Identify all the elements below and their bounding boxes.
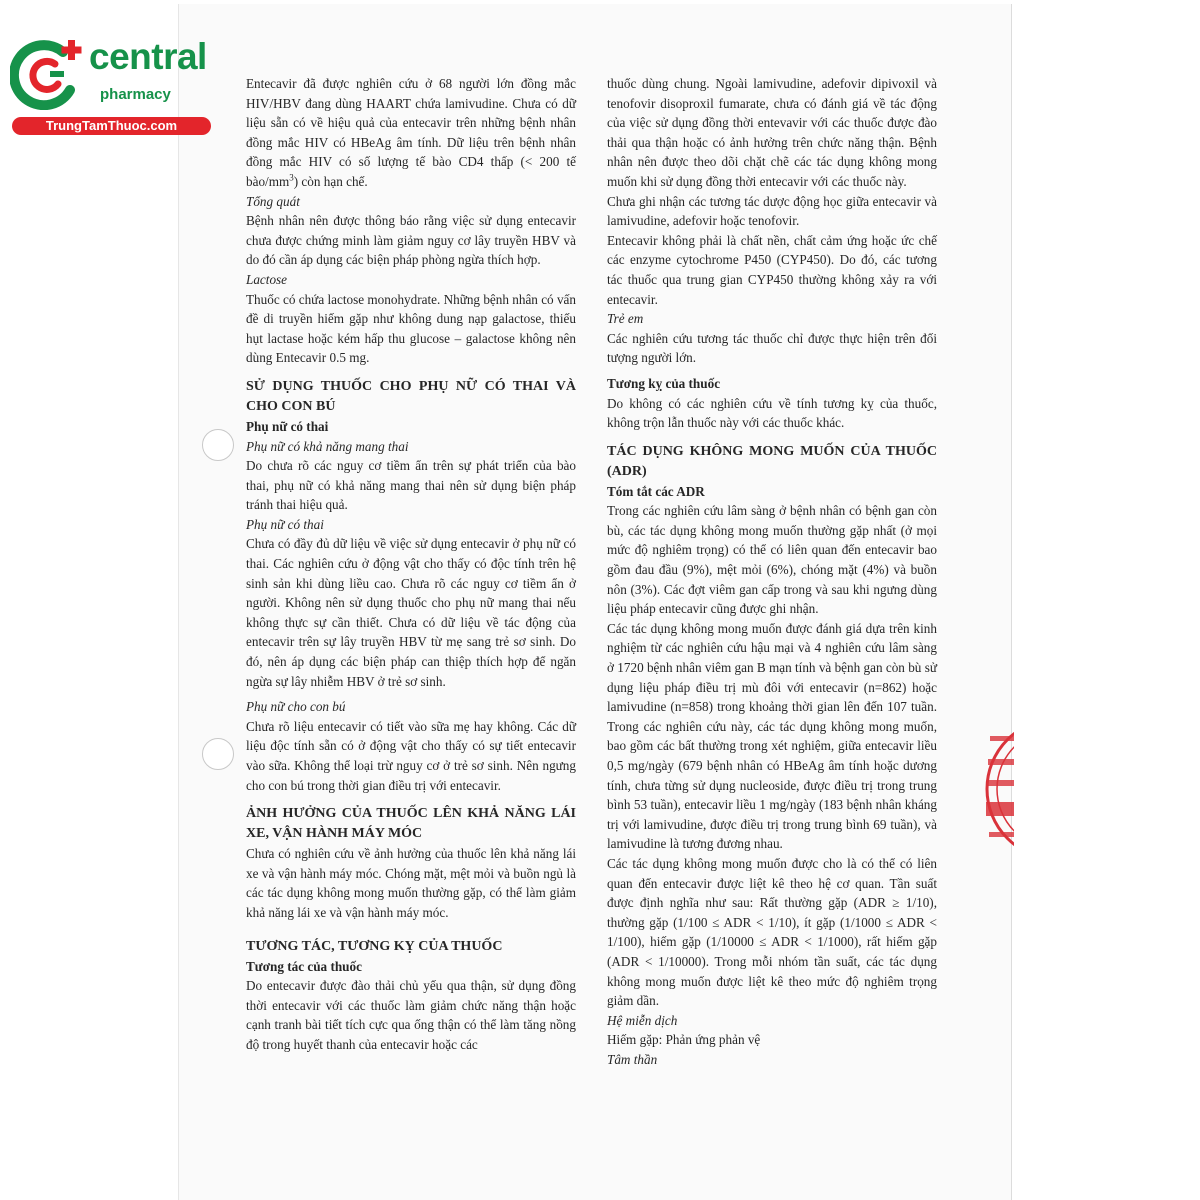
paragraph-interactions: Do entecavir được đào thải chủ yếu qua thận, sử dụng đồng thời entecavir với các thuốc làm giảm chức năng thận hoặc cạnh tranh bài tiết tích cực qua ống thận có thể làm tăng nồng độ trong huyết thanh của entecavir hoặc các <box>246 978 576 1052</box>
heading-pregnancy: SỬ DỤNG THUỐC CHO PHỤ NỮ CÓ THAI VÀ CHO CON BÚ <box>246 378 576 414</box>
subheading-adr-summary: Tóm tắt các ADR <box>607 483 705 499</box>
heading-interactions: TƯƠNG TÁC, TƯƠNG KỴ CỦA THUỐC <box>246 938 503 954</box>
left-column <box>246 74 576 1055</box>
subheading-pregnant-women: Phụ nữ có thai <box>246 418 329 434</box>
paragraph-children: Các nghiên cứu tương tác thuốc chỉ được thực hiện trên đối tượng người lớn. <box>607 330 937 366</box>
subsection-general: Tổng quát <box>246 193 300 209</box>
paragraph-cyp450: Entecavir không phải là chất nền, chất cảm ứng hoặc ức chế các enzyme cytochrome P450 (CYP450). Do đó, các tương tác thuốc qua trung gian CYP450 thường không xảy ra với entecavir. <box>607 232 937 307</box>
paragraph-driving: Chưa có nghiên cứu về ảnh hưởng của thuốc lên khả năng lái xe và vận hành máy móc. Chóng mặt, mệt mỏi và buồn ngủ là các tác dụng không mong muốn thường gặp, có thể làm giảm khả năng lái xe và vận hành máy móc. <box>246 846 576 920</box>
subsection-pregnant: Phụ nữ có thai <box>246 516 324 532</box>
paragraph-fertile: Do chưa rõ các nguy cơ tiềm ẩn trên sự phát triển của bào thai, phụ nữ có khả năng mang thai nên sử dụng biện pháp tránh thai hiệu quả. <box>246 458 576 513</box>
pharmacy-logo-mark-icon <box>10 38 88 110</box>
red-stamp-icon <box>982 714 1014 864</box>
subsection-breastfeeding: Phụ nữ cho con bú <box>246 699 346 715</box>
subsection-fertile: Phụ nữ có khả năng mang thai <box>246 438 409 454</box>
paragraph-incompatibility: Do không có các nghiên cứu về tính tương kỵ của thuốc, không trộn lẫn thuốc này với các thuốc khác. <box>607 395 937 431</box>
subsection-immune: Hệ miễn dịch <box>607 1012 678 1028</box>
right-column <box>607 74 937 1070</box>
paragraph-immune: Hiếm gặp: Phản ứng phản vệ <box>607 1032 761 1048</box>
brand-name: central <box>89 36 207 77</box>
subheading-drug-interactions: Tương tác của thuốc <box>246 958 362 974</box>
paragraph-pharmacokinetic: Chưa ghi nhận các tương tác dược động học giữa entecavir và lamivudine, adefovir hoặc tenofovir. <box>607 193 937 229</box>
central-pharmacy-logo[interactable] <box>10 38 212 138</box>
heading-driving: ẢNH HƯỞNG CỦA THUỐC LÊN KHẢ NĂNG LÁI XE, VẬN HÀNH MÁY MÓC <box>246 806 576 842</box>
paragraph-hiv: Entecavir đã được nghiên cứu ở 68 người lớn đồng mắc HIV/HBV đang dùng HAART chứa lamivudine. Chưa có dữ liệu sẵn có về hiệu quả của entecavir trên những bệnh nhân đồng mắc HIV có HBeAg âm tính. Dữ liệu trên bệnh nhân đồng mắc HIV có số lượng tế bào CD4 thấp (< 200 tế bào/$mm^3$) còn hạn chế. <box>246 76 576 189</box>
subsection-psychiatric: Tâm thần <box>607 1051 658 1067</box>
paragraph-adr-3: Các tác dụng không mong muốn được cho là có thể có liên quan đến entecavir được liệt kê theo hệ cơ quan. Tần suất được định nghĩa như sau: Rất thường gặp (ADR ≥ 1/10), thường gặp (1/100 ≤ ADR < 1/10), ít gặp (1/1000 ≤ ADR < 1/100), hiếm gặp (1/10000 ≤ ADR < 1/1000), rất hiếm gặp (ADR < 1/10000). Trong mỗi nhóm tần suất, các tác dụng không mong muốn được liệt kê theo mức độ nghiêm trọng giảm dần. <box>607 855 937 1009</box>
paragraph-interactions-cont: thuốc dùng chung. Ngoài lamivudine, adefovir dipivoxil và tenofovir disoproxil fumarate, chưa có đánh giá về tác động của việc sử dụng đồng thời entevavir với các thuốc được đào thải qua thận hoặc có ảnh hưởng trên chức năng thận. Bệnh nhân nên được theo dõi chặt chẽ các tác dụng không mong muốn khi sử dụng đồng thời entecavir với các thuốc này. <box>607 76 937 189</box>
paragraph-adr-2: Các tác dụng không mong muốn được đánh giá dựa trên kinh nghiệm từ các nghiên cứu hậu mại và 4 nghiên cứu lâm sàng ở 1720 bệnh nhân viêm gan B mạn tính và bệnh gan còn bù sử dụng liệu pháp điều trị mù đôi với entecavir (n=862) hoặc lamivudine (n=858) trong khoảng thời gian lên đến 107 tuần. Trong các nghiên cứu này, các tác dụng không mong muốn, bao gồm các bất thường trong xét nghiệm, giữa entecavir liều 0,5 mg/ngày (679 bệnh nhân có HBeAg âm tính hoặc dương tính, chưa từng sử dụng nucleoside, được điều trị trong trung bình 53 tuần), entecavir liều 1 mg/ngày (183 bệnh nhân kháng trị với lamivudine, được điều trị trong trung bình 69 tuần), và lamivudine là tương đương nhau. <box>607 620 937 852</box>
paragraph-breastfeeding: Chưa rõ liệu entecavir có tiết vào sữa mẹ hay không. Các dữ liệu độc tính sẵn có ở động vật cho thấy có sự tiết entecavir vào sữa. Không thể loại trừ nguy cơ ở trẻ sơ sinh. Nên ngưng cho con bú trong thời gian điều trị với entecavir. <box>246 718 576 793</box>
subsection-lactose: Lactose <box>246 271 288 287</box>
brand-subtitle: pharmacy <box>100 86 171 103</box>
punch-hole-top <box>202 429 234 461</box>
heading-adverse-reactions: TÁC DỤNG KHÔNG MONG MUỐN CỦA THUỐC (ADR) <box>607 443 937 479</box>
subsection-children: Trẻ em <box>607 311 644 327</box>
paragraph-pregnant: Chưa có đầy đủ dữ liệu về việc sử dụng entecavir ở phụ nữ có thai. Các nghiên cứu ở động vật cho thấy có độc tính trên hệ sinh sản khi dùng liều cao. Chưa rõ các nguy cơ tiềm ẩn ở người. Không nên sử dụng thuốc cho phụ nữ mang thai nếu không thực sự cần thiết. Chưa có dữ liệu về tác động của entecavir trên sự lây truyền HBV từ mẹ sang trẻ sơ sinh. Do đó, nên áp dụng các biện pháp can thiệp thích hợp để ngăn ngừa sự lây nhiễm HBV ở trẻ sơ sinh. <box>246 536 576 689</box>
subheading-incompatibility: Tương kỵ của thuốc <box>607 375 721 391</box>
paragraph-lactose: Thuốc có chứa lactose monohydrate. Những bệnh nhân có vấn đề di truyền hiếm gặp như không dung nạp galactose, thiếu hụt lactase hoặc kém hấp thu glucose – galactose không nên dùng Entecavir 0.5 mg. <box>246 291 576 366</box>
brand-website-badge[interactable]: TrungTamThuoc.com <box>12 117 211 135</box>
punch-hole-bottom <box>202 738 234 770</box>
paragraph-general: Bệnh nhân nên được thông báo rằng việc sử dụng entecavir chưa được chứng minh làm giảm nguy cơ lây truyền HBV và do đó cần áp dụng các biện pháp phòng ngừa thích hợp. <box>246 213 576 268</box>
paragraph-adr-1: Trong các nghiên cứu lâm sàng ở bệnh nhân có bệnh gan còn bù, các tác dụng không mong muốn thường gặp nhất (ở mọi mức độ nghiêm trọng) có thể có liên quan đến entecavir bao gồm đau đầu (9%), mệt mỏi (6%), chóng mặt (4%) và buồn nôn (3%). Các đợt viêm gan cấp trong và sau khi ngưng dùng liệu pháp entecavir cũng được ghi nhận. <box>607 503 937 617</box>
